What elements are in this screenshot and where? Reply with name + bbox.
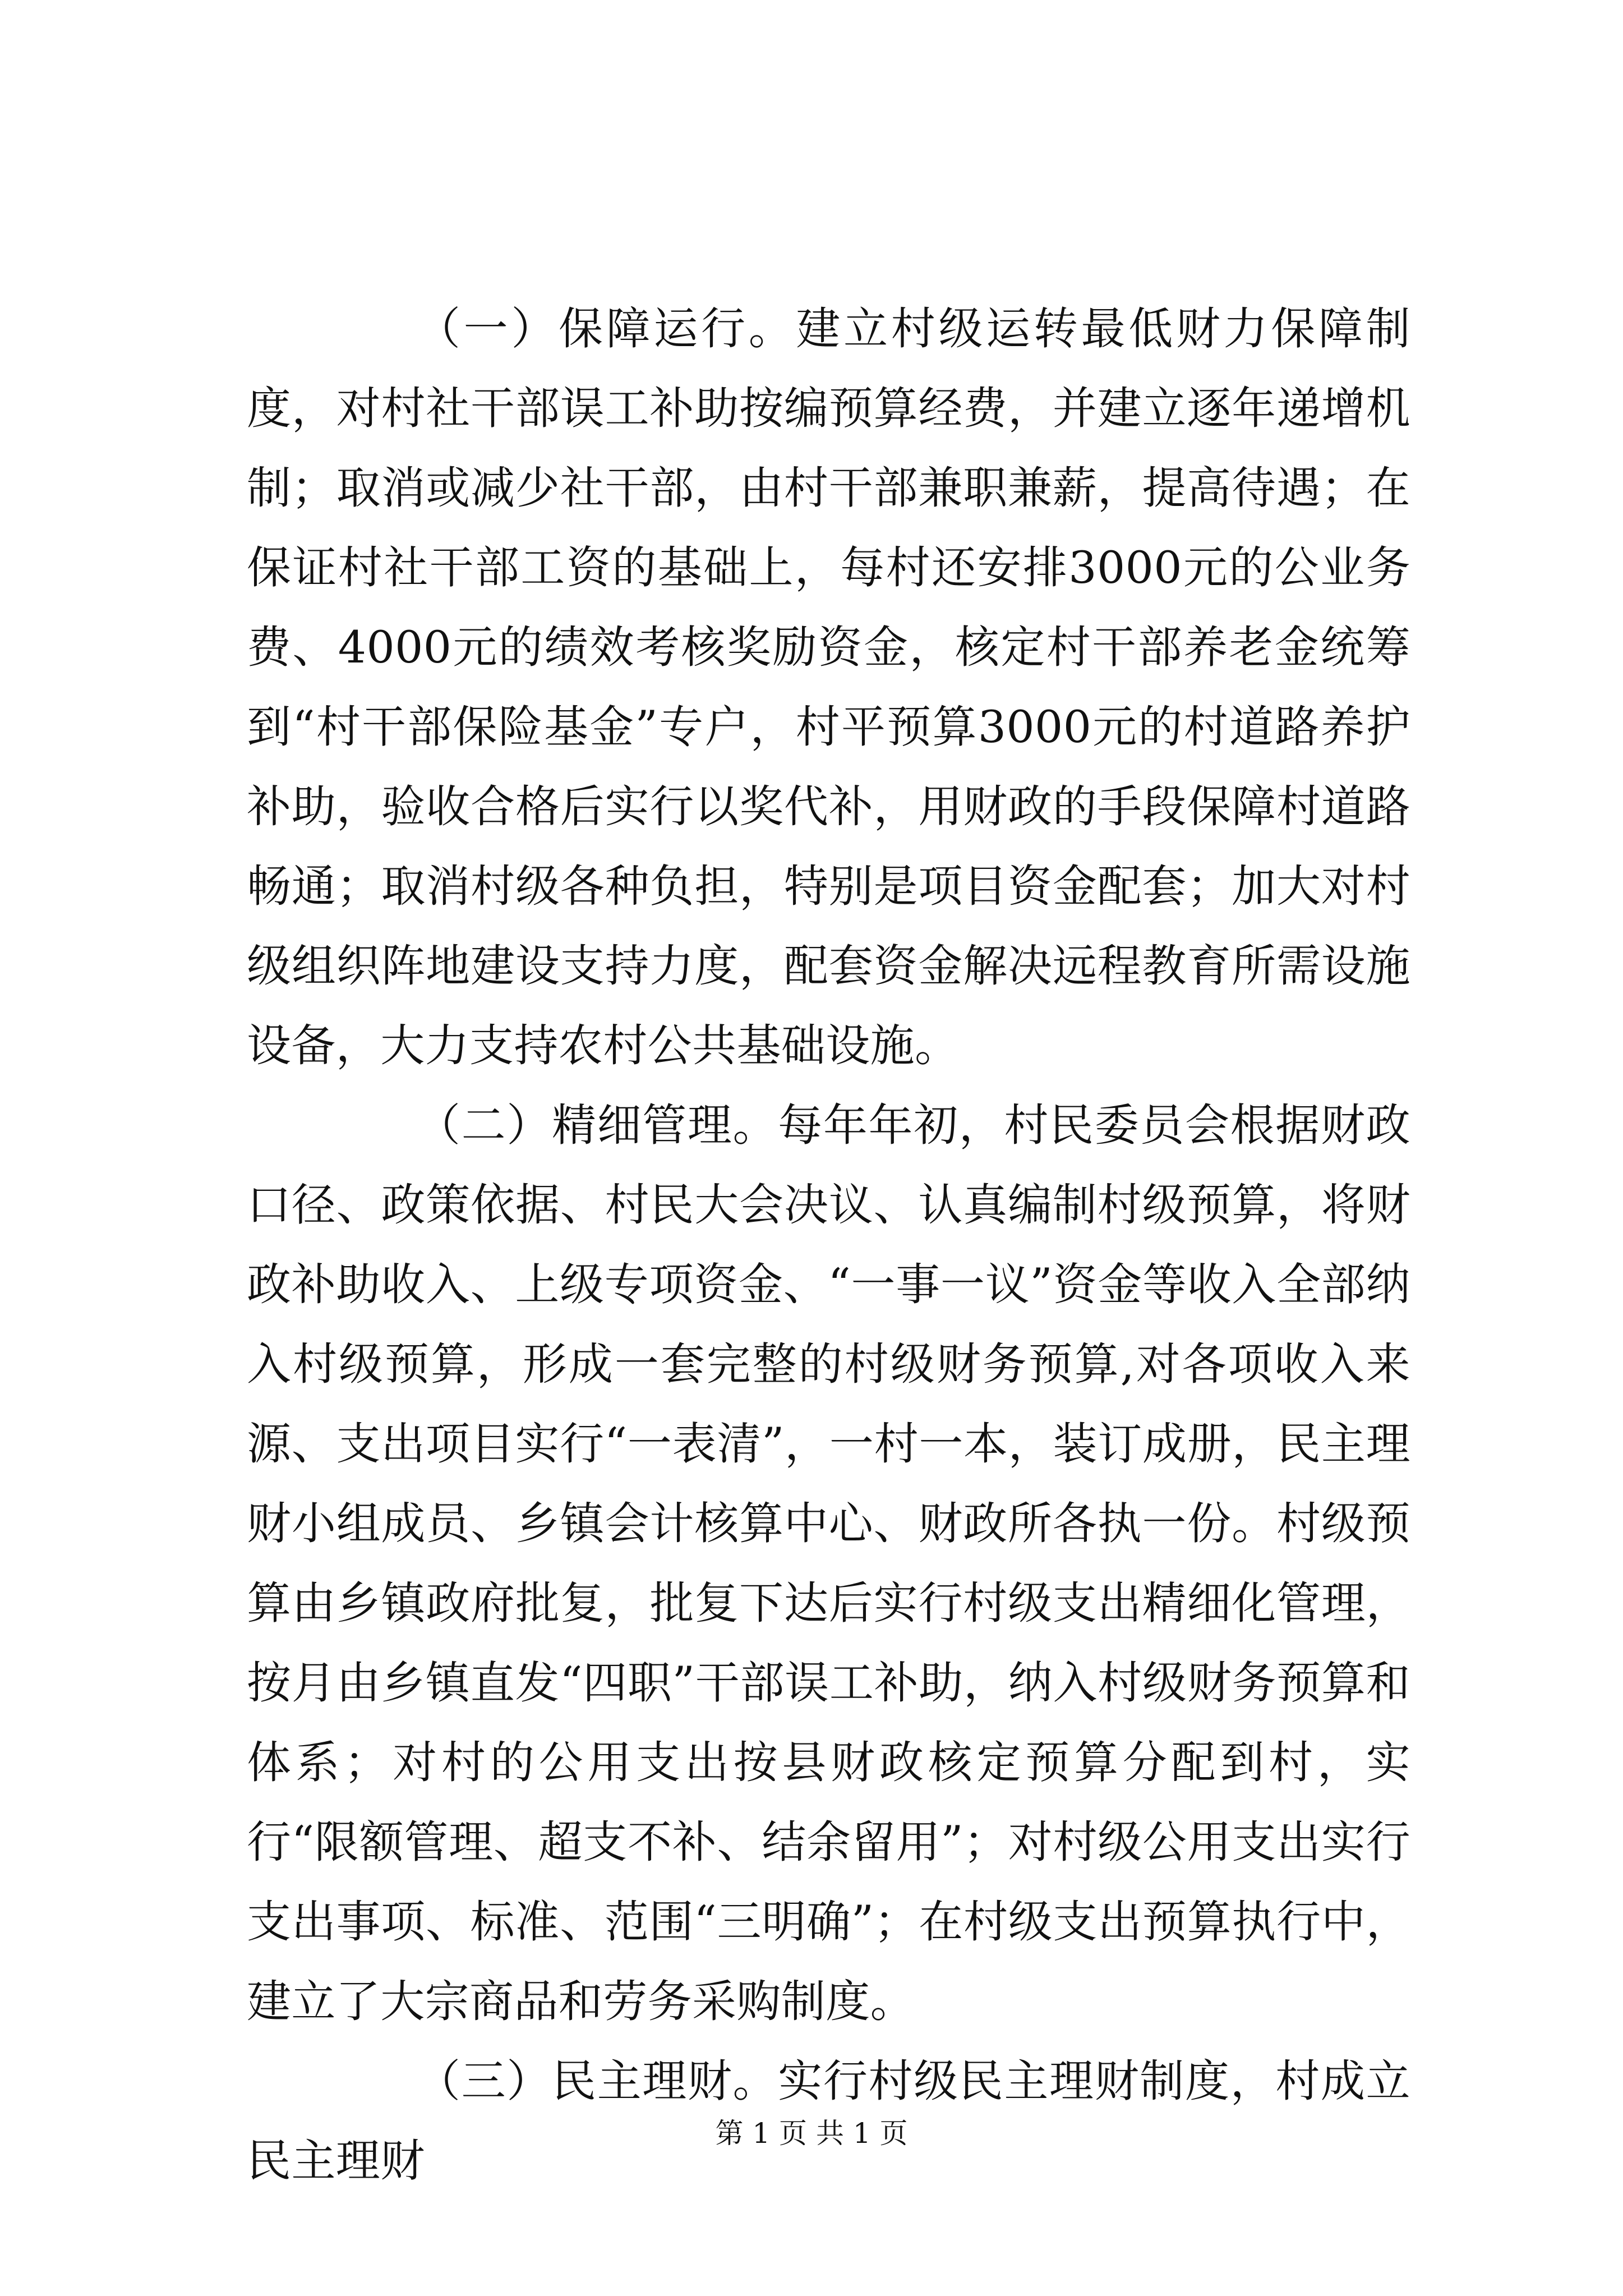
document-body	[247, 289, 1410, 2201]
page-footer: 第 1 页 共 1 页	[715, 2117, 908, 2150]
paragraph-guarantee-operation: （一）保障运行。建立村级运转最低财力保障制度，对村社干部误工补助按编预算经费，并建立逐年递增机制；取消或减少社干部，由村干部兼职兼薪，提高待遇；在保证村社干部工资的基础上，每村还安排3000元的公业务费、4000元的绩效考核奖励资金，核定村干部养老金统筹到“村干部保险基金”专户，村平预算3000元的村道路养护补助，验收合格后实行以奖代补，用财政的手段保障村道路畅通；取消村级各种负担，特别是项目资金配套；加大对村级组织阵地建设支持力度，配套资金解决远程教育所需设施设备，大力支持农村公共基础设施。	[247, 303, 1410, 1071]
paragraph-fine-management: （二）精细管理。每年年初，村民委员会根据财政口径、政策依据、村民大会决议、认真编制村级预算，将财政补助收入、上级专项资金、“一事一议”资金等收入全部纳入村级预算，形成一套完整的村级财务预算,对各项收入来源、支出项目实行“一表清”，一村一本，装订成册，民主理财小组成员、乡镇会计核算中心、财政所各执一份。村级预算由乡镇政府批复，批复下达后实行村级支出精细化管理，按月由乡镇直发“四职”干部误工补助，纳入村级财务预算和体系；对村的公用支出按县财政核定预算分配到村，实行“限额管理、超支不补、结余留用”；对村级公用支出实行支出事项、标准、范围“三明确”；在村级支出预算执行中，建立了大宗商品和劳务采购制度。	[247, 1099, 1410, 2027]
paragraph-democratic-finance: （三）民主理财。实行村级民主理财制度，村成立民主理财	[247, 2055, 1410, 2187]
